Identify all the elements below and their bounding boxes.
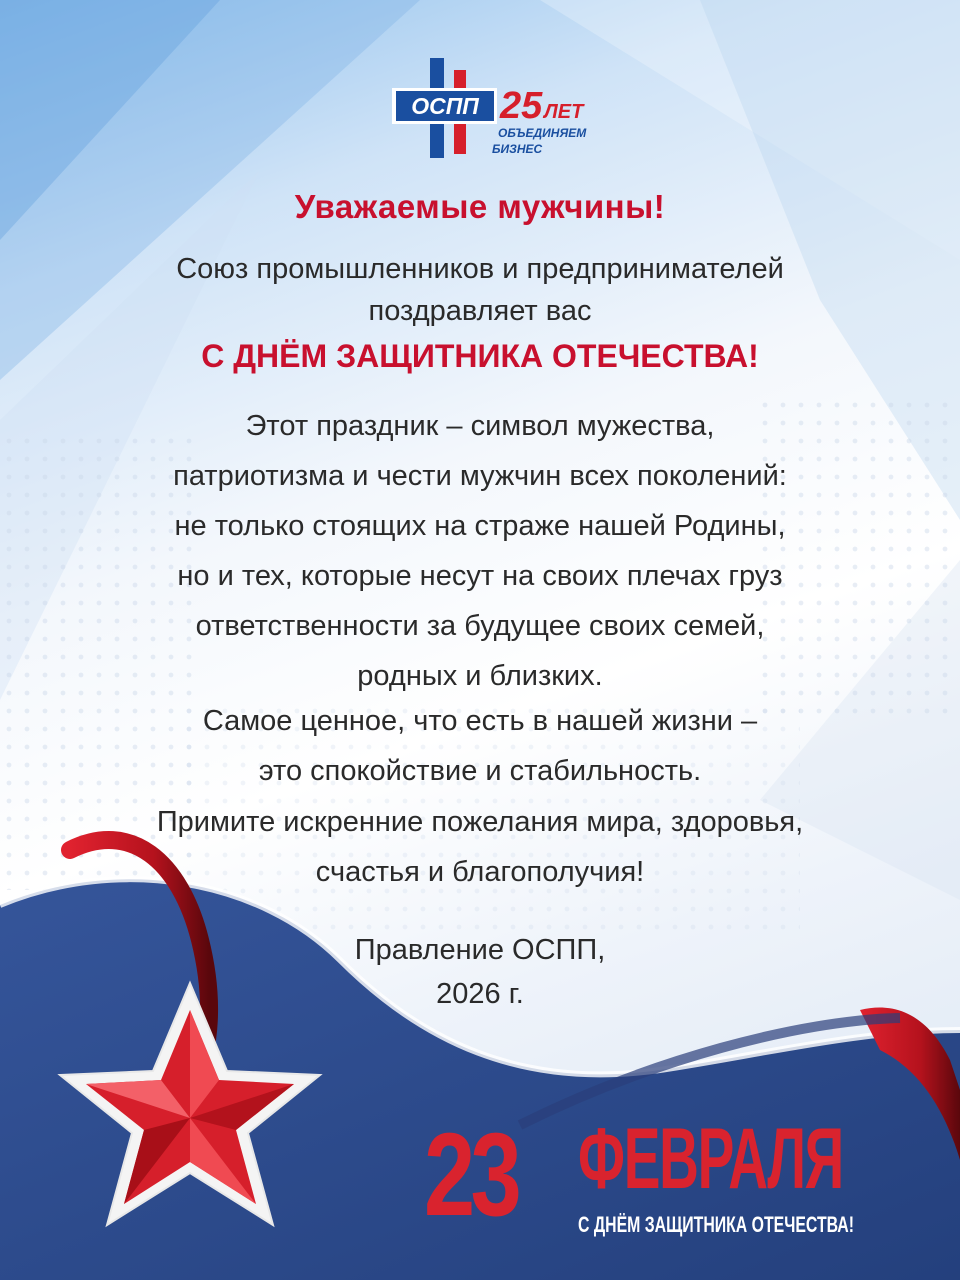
paragraph-line: Самое ценное, что есть в нашей жизни – [202, 705, 758, 737]
ospp-logo [392, 58, 602, 158]
logo-years-number: 25 [500, 85, 543, 127]
holiday-title: С ДНЁМ ЗАЩИТНИКА ОТЕЧЕСТВА! [201, 338, 759, 374]
logo-years-word: ЛЕТ [544, 101, 584, 123]
paragraph-1 [40, 401, 920, 701]
signature [40, 928, 920, 1016]
paragraph-line: патриотизма и чести мужчин всех поколений: [173, 460, 787, 492]
paragraph-line: это спокойствие и стабильность. [258, 755, 702, 787]
paragraph-line: ответственности за будущее своих семей, [195, 610, 765, 642]
signature-line: 2026 г. [436, 978, 524, 1010]
paragraph-line: родных и близких. [357, 660, 603, 692]
signature-line: Правление ОСПП, [354, 934, 606, 966]
logo-abbr: ОСПП [411, 93, 479, 119]
banner-month: ФЕВРАЛЯ [578, 1111, 843, 1207]
banner-subtitle: С ДНЁМ ЗАЩИТНИКА ОТЕЧЕСТВА! [578, 1212, 854, 1237]
paragraph-line: но и тех, которые несут на своих плечах груз [177, 560, 783, 592]
intro-text [40, 248, 920, 332]
greeting-heading: Уважаемые мужчины! [294, 188, 666, 225]
paragraph-line: не только стоящих на страже нашей Родины, [174, 510, 786, 542]
intro-line: Союз промышленников и предпринимателей [176, 253, 784, 285]
paragraph-3 [40, 797, 920, 897]
logo-slogan-line2: БИЗНЕС [492, 142, 543, 156]
paragraph-2 [40, 696, 920, 796]
logo-slogan-line1: ОБЪЕДИНЯЕМ [498, 126, 587, 140]
paragraph-line: Этот праздник – символ мужества, [245, 410, 715, 442]
intro-line: поздравляет вас [368, 295, 592, 327]
paragraph-line: счастья и благополучия! [315, 856, 645, 888]
banner-day: 23 [424, 1109, 518, 1241]
paragraph-line: Примите искренние пожелания мира, здоровья, [156, 806, 804, 838]
